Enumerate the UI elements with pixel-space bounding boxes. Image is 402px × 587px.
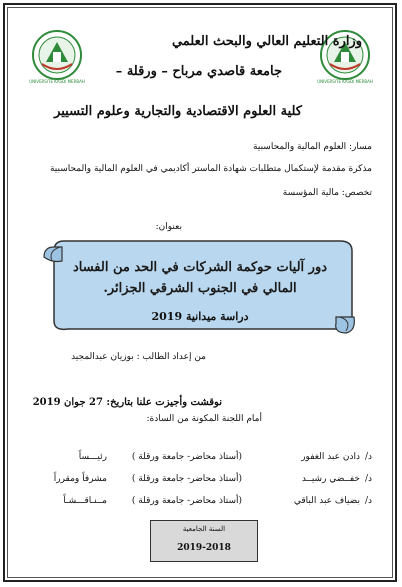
committee-member-name: دادن عبد الغفور	[301, 452, 360, 462]
academic-year-label: السنة الجامعية	[182, 525, 226, 533]
committee-intro: أمام اللجنة المكونة من السادة:	[146, 414, 262, 424]
logo-text-right: UNIVERSITE KASDI MERBAH	[317, 79, 373, 84]
university-logo-left	[28, 28, 86, 86]
committee-row	[30, 496, 372, 510]
committee-member-name: بضياف عبد الباقي	[293, 496, 360, 506]
committee-member-role: (أستاذ محاضر- جامعة ورقلة )	[131, 474, 242, 484]
university-name: جامعة قاصدي مرباح – ورقلة –	[115, 64, 282, 79]
title-label: بعنوان:	[155, 222, 182, 232]
committee-member-status: رئيـــساً	[78, 452, 107, 462]
committee-member-role: (أستاذ محاضر- جامعة ورقلة )	[131, 496, 242, 506]
thesis-title-line1: دور آليات حوكمة الشركات في الحد من الفساد	[72, 260, 328, 275]
committee-member-title: د/	[364, 474, 372, 484]
study-type: دراسة ميدانية 2019	[151, 310, 249, 323]
department-track: مسار: العلوم المالية والمحاسبية	[253, 142, 372, 152]
committee-member-name: خفــضي رشيــد	[301, 474, 360, 484]
committee-member-title: د/	[364, 496, 372, 506]
logo-text-left: UNIVERSITE KASDI MERBAH	[29, 79, 85, 84]
academic-year-value: 2019-2018	[177, 543, 231, 553]
thesis-title-line2: المالي في الجنوب الشرقي الجزائر.	[103, 281, 297, 296]
committee-row	[30, 474, 372, 488]
defense-date: نوقشت وأجيزت علنا بتاريخ: 27 جوان 2019	[32, 397, 222, 408]
memo-description: مذكرة مقدمة لإستكمال متطلبات شهادة الماستر أكاديمي في العلوم المالية والمحاسبية	[49, 164, 372, 174]
student-name: من إعداد الطالب : بوزيان عبدالمجيد	[71, 352, 206, 362]
committee-row	[30, 452, 372, 466]
faculty-name: كلية العلوم الاقتصادية والتجارية وعلوم التسيير	[54, 104, 302, 119]
committee-member-status: مشرفاً ومقرراً	[53, 474, 107, 484]
specialty: تخصص: مالية المؤسسة	[282, 188, 372, 198]
committee-member-status: مــنـاقـــشـاً	[63, 496, 107, 506]
academic-year-box	[150, 520, 258, 562]
ministry-name: وزارة التعليم العالي والبحث العلمي	[171, 34, 362, 49]
committee-member-role: (أستاذ محاضر- جامعة ورقلة )	[131, 452, 242, 462]
committee-member-title: د/	[364, 452, 372, 462]
